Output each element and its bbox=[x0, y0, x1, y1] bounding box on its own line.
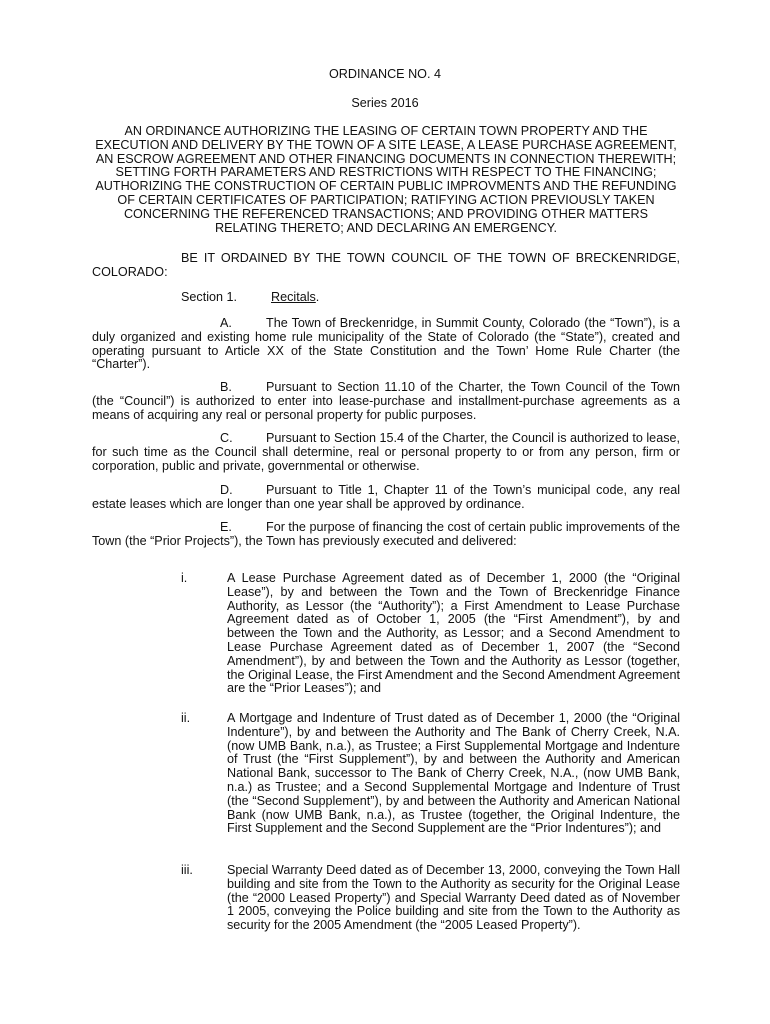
recital-a bbox=[92, 317, 680, 372]
ordaining-clause: BE IT ORDAINED BY THE TOWN COUNCIL OF THE TOWN OF BRECKENRIDGE, COLORADO: bbox=[92, 251, 680, 279]
list-item-text: Special Warranty Deed dated as of December 13, 2000, conveying the Town Hall building and site from the Town to the Authority as security for the Original Lease (the “2000 Leased Property”) and Special Warranty Deed dated as of November 1 2005, conveying the Police building and site from the Town to the Authority as security for the 2005 Amendment (the “2005 Leased Property”). bbox=[227, 863, 680, 933]
recital-letter: C. bbox=[220, 431, 233, 445]
recital-text: Pursuant to Title 1, Chapter 11 of the Town’s municipal code, any real estate leases which are longer than one year shall be approved by ordinance. bbox=[92, 483, 680, 511]
list-numeral: iii. bbox=[181, 863, 193, 877]
list-item-text: A Mortgage and Indenture of Trust dated as of December 1, 2000 (the “Original Indenture”), by and between the Authority and The Bank of Cherry Creek, N.A. (now UMB Bank, n.a.), as Trustee; a First Supplemental Mortgage and Indenture of Trust (the “First Supplement”), by and between the Authority and American National Bank, successor to The Bank of Cherry Creek, N.A., (now UMB Bank, n.a.) as Trustee; and a Second Supplemental Mortgage and Indenture of Trust (the “Second Supplement”), by and between the Authority and American National Bank (now UMB Bank, n.a.), as Trustee (together, the Original Indenture, the First Supplement and the Second Supplement are the “Prior Indentures”); and bbox=[227, 711, 680, 836]
list-numeral: ii. bbox=[181, 711, 191, 725]
section-number: Section 1. bbox=[181, 290, 238, 304]
section-title-period: . bbox=[315, 290, 320, 304]
recital-letter: A. bbox=[220, 316, 232, 330]
ordinance-title: ORDINANCE NO. 4 bbox=[329, 67, 441, 81]
recital-d bbox=[92, 484, 680, 512]
recital-text: Pursuant to Section 15.4 of the Charter, the Council is authorized to lease, for such time as the Council shall determine, real or personal property to or from any person, firm or corporation, public and private, governmental or otherwise. bbox=[92, 431, 680, 473]
list-item-text: A Lease Purchase Agreement dated as of December 1, 2000 (the “Original Lease”), by and between the Town and the Town of Breckenridge Finance Authority, as Lessor (the “Authority”); a First Amendment to Lease Purchase Agreement dated as of October 1, 2005 (the “First Amendment”), by and between the Town and the Authority, as Lessor; and a Second Amendment to Lease Purchase Agreement dated as of December 1, 2007 (the “Second Amendment”), by and between the Town and the Authority as Lessor (together, the Original Lease, the First Amendment and the Second Amendment Agreement are the “Prior Leases”); and bbox=[227, 571, 680, 696]
recital-letter: B. bbox=[220, 380, 232, 394]
section-title: Recitals bbox=[271, 290, 316, 304]
section-heading bbox=[181, 291, 319, 305]
series-label: Series 2016 bbox=[351, 96, 419, 110]
recital-text: Pursuant to Section 11.10 of the Charter, the Town Council of the Town (the “Council”) is authorized to enter into lease-purchase and installment-purchase agreements as a means of acquiring any real or personal property for public purposes. bbox=[92, 380, 680, 422]
recital-letter: E. bbox=[220, 520, 232, 534]
recital-letter: D. bbox=[220, 483, 233, 497]
recital-text: For the purpose of financing the cost of certain public improvements of the Town (the “Prior Projects”), the Town has previously executed and delivered: bbox=[92, 520, 680, 548]
recital-text: The Town of Breckenridge, in Summit County, Colorado (the “Town”), is a duly organized and existing home rule municipality of the State of Colorado (the “State”), created and operating pursuant to Article XX of the State Constitution and the Town’ Home Rule Charter (the “Charter”). bbox=[92, 316, 680, 372]
recital-e bbox=[92, 521, 680, 549]
list-numeral: i. bbox=[181, 571, 188, 585]
recital-b bbox=[92, 381, 680, 422]
recital-c bbox=[92, 432, 680, 473]
ordinance-caption: AN ORDINANCE AUTHORIZING THE LEASING OF CERTAIN TOWN PROPERTY AND THE EXECUTION AND DELIVERY BY THE TOWN OF A SITE LEASE, A LEASE PURCHASE AGREEMENT, AN ESCROW AGREEMENT AND OTHER FINANCING DOCUMENTS IN CONNECTION THEREWITH; SETTING FORTH PARAMETERS AND RESTRICTIONS WITH RESPECT TO THE FINANCING; AUTHORIZING THE CONSTRUCTION OF CERTAIN PUBLIC IMPROVMENTS AND THE REFUNDING OF CERTAIN CERTIFICATES OF PARTICIPATION; RATIFYING ACTION PREVIOUSLY TAKEN CONCERNING THE REFERENCED TRANSACTIONS; AND PROVIDING OTHER MATTERS RELATING THERETO; AND DECLARING AN EMERGENCY. bbox=[95, 124, 677, 235]
